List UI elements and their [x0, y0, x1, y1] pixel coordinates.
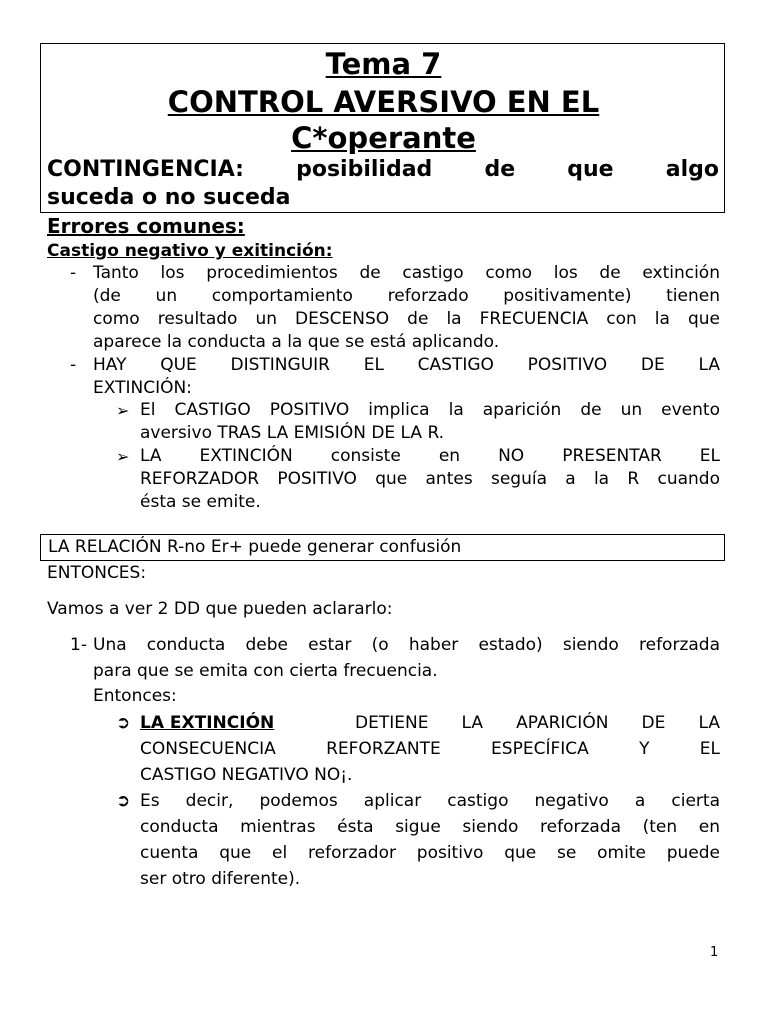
relacion-text: LA RELACIÓN R-no Er+ puede generar confusión [48, 537, 462, 557]
sub2-line-3: ésta se emite. [140, 492, 261, 512]
item-number: 1- [70, 635, 87, 655]
arrow2-line-1: Es decir, podemos aplicar castigo negativo a cierta [140, 791, 720, 811]
bullet2-line-1: HAY QUE DISTINGUIR EL CASTIGO POSITIVO DE LA [93, 355, 720, 375]
circle-arrow-icon: ➲ [116, 791, 131, 811]
relacion-box [40, 534, 725, 561]
arrow1-line-1-rest: DETIENE LA APARICIÓN DE LA [355, 713, 720, 733]
arrow2-line-3: cuenta que el reforzador positivo que se omite puede [140, 843, 720, 863]
intro-text: Vamos a ver 2 DD que pueden aclararlo: [47, 599, 393, 619]
bullet1-line-4: aparece la conducta a la que se está aplicando. [93, 332, 500, 352]
bullet-dash: - [70, 355, 77, 375]
arrow2-line-4: ser otro diferente). [140, 869, 301, 889]
title-box [40, 43, 725, 213]
sub-arrow-icon: ➢ [116, 401, 130, 420]
arrow1-line-2: CONSECUENCIA REFORZANTE ESPECÍFICA Y EL [140, 739, 720, 759]
contingencia-line-2: suceda o no suceda [47, 185, 291, 210]
bullet2-line-2: EXTINCIÓN: [93, 378, 192, 398]
contingencia-line-1: CONTINGENCIA: posibilidad de que algo [47, 157, 719, 182]
bullet1-line-3: como resultado un DESCENSO de la FRECUENCIA con la que [93, 309, 720, 329]
errores-heading: Errores comunes: [47, 214, 245, 238]
arrow1-line-1 [140, 710, 720, 736]
arrow1-line-3: CASTIGO NEGATIVO NO¡. [140, 765, 353, 785]
item1-line-2: para que se emita con cierta frecuencia. [93, 661, 438, 681]
sub1-line-2: aversivo TRAS LA EMISIÓN DE LA R. [140, 423, 445, 443]
sub2-line-2: REFORZADOR POSITIVO que antes seguía a la R cuando [140, 469, 720, 489]
bullet1-line-1: Tanto los procedimientos de castigo como los de extinción [93, 263, 720, 283]
title-main: CONTROL AVERSIVO EN EL [167, 85, 600, 119]
entonces-label: ENTONCES: [47, 563, 147, 583]
arrow2-line-2: conducta mientras ésta sigue siendo reforzada (ten en [140, 817, 720, 837]
item1-entonces: Entonces: [93, 686, 177, 706]
sub2-line-1: LA EXTINCIÓN consiste en NO PRESENTAR EL [140, 446, 720, 466]
title-sub: C*operante [291, 121, 476, 155]
sub-arrow-icon: ➢ [116, 447, 130, 466]
item1-line-1: Una conducta debe estar (o haber estado) siendo reforzada [93, 635, 720, 655]
circle-arrow-icon: ➲ [116, 713, 131, 733]
sub1-line-1: El CASTIGO POSITIVO implica la aparición de un evento [140, 400, 720, 420]
bullet-dash: - [70, 263, 77, 283]
extincion-bold: LA EXTINCIÓN [140, 713, 275, 733]
errores-subheading: Castigo negativo y exitinción: [47, 241, 333, 261]
bullet1-line-2: (de un comportamiento reforzado positivamente) tienen [93, 286, 720, 306]
page-number: 1 [710, 945, 719, 960]
title-topic: Tema 7 [325, 47, 442, 81]
